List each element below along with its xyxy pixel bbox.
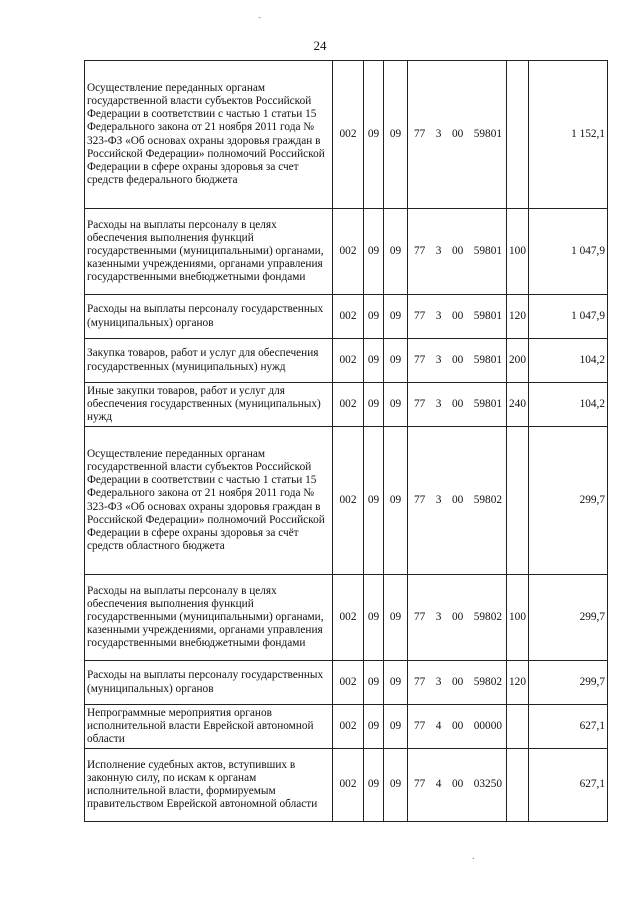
target-article-code [408,661,507,705]
amount-value: 1 152,1 [529,61,608,209]
cs-main-event: 00 [451,719,464,732]
section-code: 09 [364,575,384,661]
cs-direction: 59801 [473,309,502,322]
cs-direction: 59802 [473,493,502,506]
cs-direction: 59801 [473,244,502,257]
subsection-code: 09 [384,61,408,209]
target-article-parts [410,720,504,733]
expense-type-code [507,749,529,822]
subsection-code: 09 [384,295,408,339]
section-code: 09 [364,339,384,383]
cs-main-event: 00 [451,309,464,322]
ministry-code: 002 [333,339,364,383]
subsection-code: 09 [384,427,408,575]
cs-subprogram: 4 [435,719,442,732]
target-article-code [408,383,507,427]
row-description: Расходы на выплаты персоналу в целях обеспечения выполнения функций государственными (муниципальными) органами, казенными учреждениями, органами управления государственными внебюджетными фондами [85,209,333,295]
cs-program: 77 [414,493,426,506]
expense-type-code [507,705,529,749]
cs-direction: 59801 [473,353,502,366]
cs-direction: 03250 [473,778,502,791]
target-article-code [408,705,507,749]
table-row [85,295,608,339]
section-code: 09 [364,705,384,749]
subsection-code: 09 [384,661,408,705]
target-article-code [408,339,507,383]
target-article-code [408,61,507,209]
ministry-code: 002 [333,61,364,209]
section-code: 09 [364,427,384,575]
table-row [85,661,608,705]
cs-subprogram: 3 [435,127,442,140]
cs-main-event: 00 [451,493,464,506]
row-description: Непрограммные мероприятия органов исполнительной власти Еврейской автономной области [85,705,333,749]
target-article-parts [410,676,504,689]
budget-table-body [85,61,608,822]
cs-subprogram: 4 [435,778,442,791]
table-row [85,705,608,749]
subsection-code: 09 [384,705,408,749]
target-article-parts [410,494,504,507]
cs-main-event: 00 [451,353,464,366]
cs-main-event: 00 [451,397,464,410]
ministry-code: 002 [333,427,364,575]
target-article-code [408,427,507,575]
cs-program: 77 [414,719,426,732]
expense-type-code [507,61,529,209]
cs-program: 77 [414,397,426,410]
cs-subprogram: 3 [435,353,442,366]
cs-subprogram: 3 [435,675,442,688]
amount-value: 104,2 [529,383,608,427]
subsection-code: 09 [384,575,408,661]
amount-value: 627,1 [529,705,608,749]
target-article-parts [410,310,504,323]
row-description: Осуществление переданных органам государственной власти субъектов Российской Федерации в соответствии с частью 1 статьи 15 Федерального закона от 21 ноября 2011 года № 323-ФЗ «Об основах охраны здоровья граждан в Российской Федерации» полномочий Российской Федерации в сфере охраны здоровья за счёт средств областного бюджета [85,427,333,575]
ministry-code: 002 [333,295,364,339]
amount-value: 104,2 [529,339,608,383]
ministry-code: 002 [333,383,364,427]
target-article-parts [410,354,504,367]
table-row [85,61,608,209]
section-code: 09 [364,295,384,339]
amount-value: 299,7 [529,427,608,575]
expense-type-code: 120 [507,295,529,339]
section-code: 09 [364,749,384,822]
section-code: 09 [364,61,384,209]
ministry-code: 002 [333,661,364,705]
expense-type-code [507,427,529,575]
section-code: 09 [364,661,384,705]
ministry-code: 002 [333,705,364,749]
amount-value: 299,7 [529,661,608,705]
cs-main-event: 00 [451,675,464,688]
cs-direction: 00000 [473,719,502,732]
ministry-code: 002 [333,575,364,661]
cs-direction: 59801 [473,397,502,410]
subsection-code: 09 [384,749,408,822]
amount-value: 1 047,9 [529,209,608,295]
cs-program: 77 [414,675,426,688]
row-description: Расходы на выплаты персоналу государственных (муниципальных) органов [85,661,333,705]
expense-type-code: 100 [507,575,529,661]
cs-program: 77 [414,778,426,791]
target-article-parts [410,611,504,624]
cs-main-event: 00 [451,244,464,257]
cs-subprogram: 3 [435,493,442,506]
row-description: Расходы на выплаты персоналу государственных (муниципальных) органов [85,295,333,339]
cs-main-event: 00 [451,127,464,140]
subsection-code: 09 [384,339,408,383]
section-code: 09 [364,209,384,295]
budget-table [84,60,608,822]
ministry-code: 002 [333,209,364,295]
expense-type-code: 100 [507,209,529,295]
row-description: Исполнение судебных актов, вступивших в законную силу, по искам к органам исполнительной власти, формируемым правительством Еврейской автономной области [85,749,333,822]
row-description: Иные закупки товаров, работ и услуг для обеспечения государственных (муниципальных) нужд [85,383,333,427]
target-article-code [408,749,507,822]
cs-direction: 59802 [473,675,502,688]
cs-program: 77 [414,127,426,140]
expense-type-code: 240 [507,383,529,427]
cs-subprogram: 3 [435,244,442,257]
cs-direction: 59801 [473,127,502,140]
ministry-code: 002 [333,749,364,822]
expense-type-code: 120 [507,661,529,705]
target-article-code [408,209,507,295]
cs-subprogram: 3 [435,397,442,410]
cs-program: 77 [414,610,426,623]
cs-program: 77 [414,244,426,257]
row-description: Закупка товаров, работ и услуг для обеспечения государственных (муниципальных) нужд [85,339,333,383]
target-article-parts [410,245,504,258]
row-description: Расходы на выплаты персоналу в целях обеспечения выполнения функций государственными (муниципальными) органами, казенными учреждениями, органами управления государственными внебюджетными фондами [85,575,333,661]
target-article-code [408,295,507,339]
cs-subprogram: 3 [435,610,442,623]
amount-value: 627,1 [529,749,608,822]
row-description: Осуществление переданных органам государственной власти субъектов Российской Федерации в соответствии с частью 1 статьи 15 Федерального закона от 21 ноября 2011 года № 323-ФЗ «Об основах охраны здоровья граждан в Российской Федерации» полномочий Российской Федерации в сфере охраны здоровья за счет средств федерального бюджета [85,61,333,209]
target-article-parts [410,778,504,791]
cs-program: 77 [414,353,426,366]
table-row [85,383,608,427]
amount-value: 299,7 [529,575,608,661]
table-row [85,575,608,661]
table-row [85,339,608,383]
table-row [85,427,608,575]
cs-program: 77 [414,309,426,322]
cs-main-event: 00 [451,610,464,623]
cs-direction: 59802 [473,610,502,623]
scan-mark-bottom: . [472,851,475,862]
subsection-code: 09 [384,383,408,427]
target-article-parts [410,128,504,141]
cs-subprogram: 3 [435,309,442,322]
target-article-parts [410,398,504,411]
table-row [85,209,608,295]
cs-main-event: 00 [451,778,464,791]
target-article-code [408,575,507,661]
table-row [85,749,608,822]
page-number: 24 [313,38,327,53]
scan-mark-top: ˎ [258,8,262,19]
section-code: 09 [364,383,384,427]
subsection-code: 09 [384,209,408,295]
amount-value: 1 047,9 [529,295,608,339]
expense-type-code: 200 [507,339,529,383]
